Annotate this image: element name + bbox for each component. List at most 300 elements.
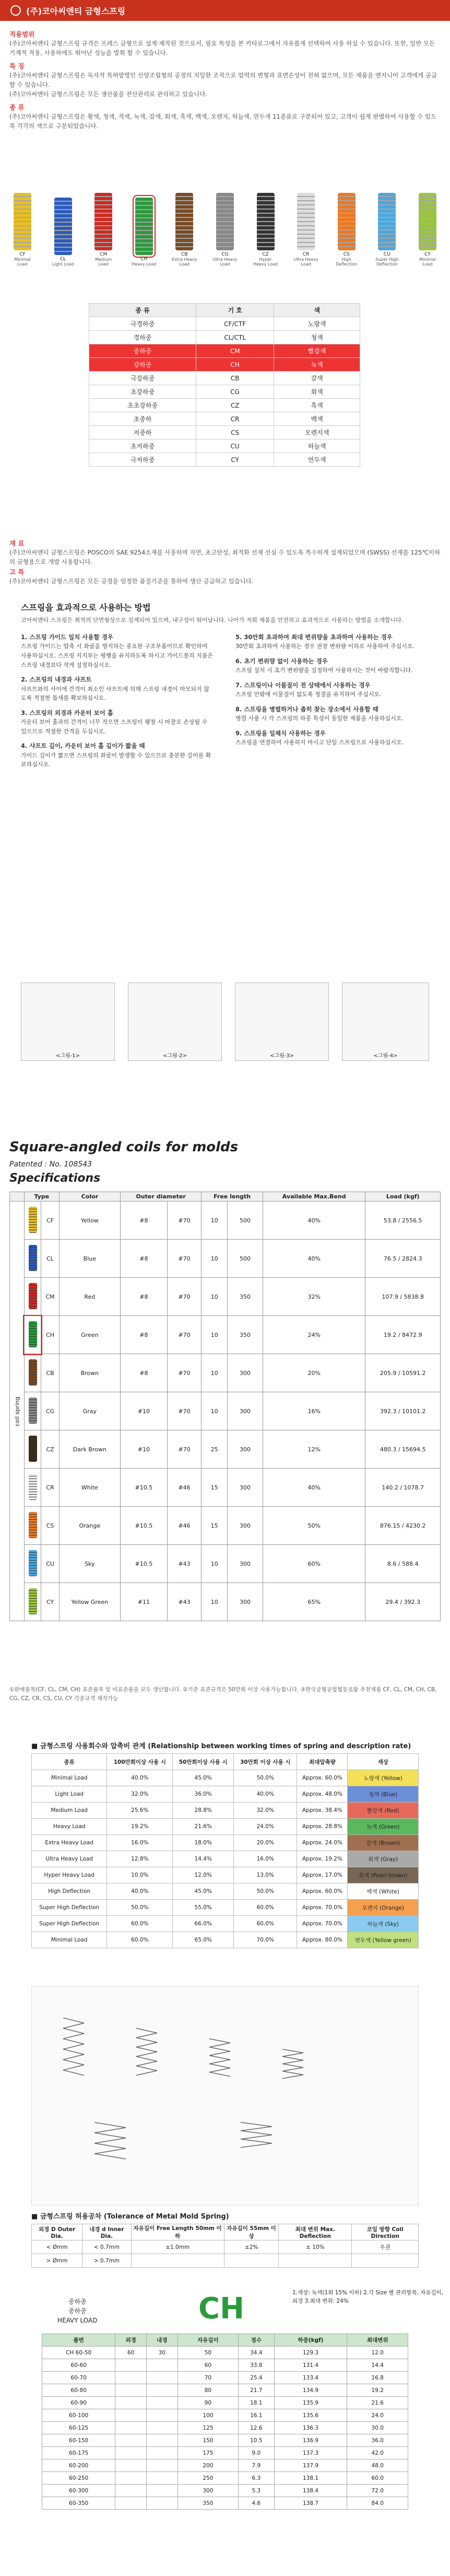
life-cell: 50.0%	[234, 1884, 297, 1900]
ch-cell	[146, 2397, 177, 2409]
ch-cell: 125	[177, 2422, 239, 2434]
tol-cell	[352, 2254, 419, 2268]
type-table-cell: 강하중	[89, 358, 196, 372]
spec-coil-icon	[29, 1397, 37, 1424]
spec-coil-icon	[29, 1321, 37, 1347]
spring-lineup	[9, 188, 441, 267]
ch-cell	[115, 2397, 147, 2409]
ch-cell: 60-100	[42, 2409, 115, 2422]
spring-coil-icon	[135, 198, 153, 255]
title-banner	[0, 0, 450, 21]
ch-label-kr2: 중하중	[68, 2307, 87, 2315]
howto-item-title: 6. 초기 변위량 없이 사용하는 경우	[235, 657, 328, 665]
life-cell: 66.0%	[173, 1916, 234, 1932]
life-cell: 45.0%	[173, 1770, 234, 1786]
spring-code: CB	[181, 252, 188, 257]
tol-header-cell: 자유길이 Free Length 50mm 이하	[131, 2224, 224, 2240]
ch-cell: 33.8	[239, 2359, 274, 2372]
spec-od-max: #43	[167, 1583, 202, 1621]
ch-cell	[146, 2447, 177, 2459]
spring-name: High Deflection	[336, 257, 358, 267]
type-table-row	[89, 385, 360, 399]
type-table-cell: CG	[196, 385, 274, 399]
tol-cell	[279, 2254, 352, 2268]
life-cell: 16.0%	[234, 1851, 297, 1867]
spec-od-min: #10	[120, 1430, 167, 1469]
spec-coil-icon	[29, 1207, 37, 1233]
ch-cell: 16.1	[239, 2409, 274, 2422]
tol-cell: < Ømm	[32, 2240, 82, 2254]
spec-load: 876.15 / 4230.2	[365, 1507, 441, 1545]
ch-cell	[146, 2472, 177, 2485]
spec-od-min: #8	[120, 1240, 167, 1278]
life-cell: Approx. 80.0%	[297, 1932, 348, 1948]
ch-cell: 50	[177, 2347, 239, 2359]
ch-cell: 18.1	[239, 2397, 274, 2409]
spec-coil-cell	[24, 1507, 41, 1545]
tol-header-cell: 코일 방향 Coil Direction	[352, 2224, 419, 2240]
ch-header	[42, 2334, 408, 2347]
life-cell: 40.0%	[234, 1786, 297, 1803]
spec-od-max: #46	[167, 1507, 202, 1545]
ch-header-cell: 최대변위	[347, 2334, 408, 2347]
life-cell: Minimal Load	[32, 1932, 107, 1948]
quality-heading: 고 특	[9, 568, 25, 576]
ch-cell	[115, 2485, 147, 2497]
ch-cell: 60-175	[42, 2447, 115, 2459]
ch-cell: 60	[115, 2347, 147, 2359]
life-cell: 21.6%	[173, 1819, 234, 1835]
spec-header-cell: Free length	[202, 1192, 263, 1202]
ch-cell: 131.4	[274, 2359, 347, 2372]
ch-header-cell: 정수	[239, 2334, 274, 2347]
spring-coil-icon	[257, 193, 275, 250]
howto-right-column	[235, 627, 429, 769]
spec-color: Orange	[59, 1507, 120, 1545]
tol-cell: < 0.7mm	[82, 2240, 131, 2254]
ch-cell: 150	[177, 2434, 239, 2447]
life-cell: 60.0%	[107, 1932, 173, 1948]
spring-name: Ultra Heavy Load	[293, 257, 318, 267]
life-cell: Heavy Load	[32, 1819, 107, 1835]
spec-coil-cell	[24, 1583, 41, 1621]
type-table-cell: CR	[196, 412, 274, 426]
spec-coil-icon	[29, 1588, 37, 1614]
ch-cell: 9.0	[239, 2447, 274, 2459]
ch-cell	[115, 2434, 147, 2447]
spec-coil-icon	[29, 1512, 37, 1538]
spring-name: Super High Deflection	[375, 257, 399, 267]
spec-bend: 16%	[263, 1392, 365, 1430]
spring-code: CY	[424, 252, 431, 257]
spec-type: CR	[41, 1469, 59, 1507]
spring-coil-icon	[175, 193, 193, 250]
spec-type: CS	[41, 1507, 59, 1545]
ch-cell: 60.0	[347, 2472, 408, 2485]
ch-cell: 16.8	[347, 2372, 408, 2384]
ch-cell: 36.0	[347, 2434, 408, 2447]
type-table-row	[89, 358, 360, 372]
ch-cell	[115, 2447, 147, 2459]
figure-3	[235, 983, 329, 1061]
ch-cell: 129.3	[274, 2347, 347, 2359]
spec-type: CF	[41, 1202, 59, 1240]
howto-item-text: 스프링 설치 시 초기 변위량을 설정하여 사용하시는 것이 바람직합니다.	[235, 667, 413, 674]
spec-fl-min: 10	[202, 1202, 228, 1240]
ch-header-cell: 하중(kgf)	[274, 2334, 347, 2347]
spec-fl-max: 300	[227, 1354, 263, 1392]
spec-bend: 60%	[263, 1545, 365, 1583]
ch-row	[42, 2359, 408, 2372]
type-table-cell: 극강하중	[89, 372, 196, 385]
life-cell: 오렌지 (Orange)	[348, 1900, 419, 1916]
ch-cell: 138.7	[274, 2497, 347, 2510]
ch-cell: 135.9	[274, 2397, 347, 2409]
type-table-row	[89, 317, 360, 331]
spec-load: 19.2 / 8472.9	[365, 1316, 441, 1354]
spec-fl-min: 10	[202, 1316, 228, 1354]
spec-header-cell: Available Max.Bend	[263, 1192, 365, 1202]
spec-bend: 40%	[263, 1202, 365, 1240]
ch-cell: 60-250	[42, 2472, 115, 2485]
life-row	[32, 1867, 419, 1884]
spec-coil-icon	[29, 1474, 37, 1500]
spec-color: Yellow Green	[59, 1583, 120, 1621]
type-table-cell: 오렌지색	[274, 426, 360, 440]
spec-od-max: #70	[167, 1240, 202, 1278]
spec-od-min: #8	[120, 1202, 167, 1240]
life-cell: Approx. 48.0%	[297, 1786, 348, 1803]
life-cell: 청색 (Blue)	[348, 1786, 419, 1803]
howto-item-title: 8. 스프링을 병렬하거나 좁히 찾는 장소에서 사용할 때	[235, 705, 378, 713]
ch-label-kr: 중하중	[68, 2298, 87, 2305]
type-table-cell: 청색	[274, 331, 360, 344]
spring-coil-icon	[419, 193, 436, 250]
ch-row	[42, 2497, 408, 2510]
spec-row	[10, 1392, 441, 1430]
spec-od-min: #10.5	[120, 1545, 167, 1583]
howto-title: 스프링을 효과적으로 사용하는 방법	[21, 603, 151, 613]
ch-cell	[115, 2497, 147, 2510]
tolerance-table	[31, 2224, 419, 2268]
life-cell: 55.0%	[173, 1900, 234, 1916]
ch-cell: 300	[177, 2485, 239, 2497]
spec-color: Dark Brown	[59, 1430, 120, 1469]
tol-cell: ± 10%	[279, 2240, 352, 2254]
spec-type: CB	[41, 1354, 59, 1392]
type-table-cell: CL/CTL	[196, 331, 274, 344]
spec-type: CZ	[41, 1430, 59, 1469]
spec-bend: 24%	[263, 1316, 365, 1354]
life-cell: 50.0%	[234, 1770, 297, 1786]
spec-od-min: #8	[120, 1278, 167, 1316]
life-header-cell: 종류	[32, 1754, 107, 1770]
spec-od-max: #70	[167, 1278, 202, 1316]
type-table-header-cell: 기 호	[196, 304, 274, 317]
ch-cell: 60-300	[42, 2485, 115, 2497]
spring-coil-icon	[94, 193, 112, 250]
spec-fl-max: 350	[227, 1316, 263, 1354]
spec-header-cell: Type	[24, 1192, 59, 1202]
spring-item	[212, 193, 238, 267]
life-cell: 14.4%	[173, 1851, 234, 1867]
life-cell: Approx. 70.0%	[297, 1916, 348, 1932]
life-cell: 60.0%	[107, 1916, 173, 1932]
spec-coil-icon	[29, 1245, 37, 1271]
ch-cell: 80	[177, 2384, 239, 2397]
ch-cell	[115, 2472, 147, 2485]
spec-fl-max: 350	[227, 1278, 263, 1316]
spec-coil-cell	[24, 1240, 41, 1278]
life-cell: 32.0%	[234, 1803, 297, 1819]
ch-cell	[146, 2359, 177, 2372]
life-header	[32, 1754, 419, 1770]
tol-row	[32, 2254, 419, 2268]
spec-bend: 50%	[263, 1507, 365, 1545]
ch-cell	[115, 2459, 147, 2472]
tol-header-cell: 외경 D Outer Dia.	[32, 2224, 82, 2240]
types-heading: 종 류	[9, 103, 25, 111]
spec-coil-cell	[24, 1202, 41, 1240]
spring-code: CM	[100, 252, 108, 257]
ch-cell	[146, 2409, 177, 2422]
type-table-cell: 극경하중	[89, 317, 196, 331]
spec-fl-min: 10	[202, 1392, 228, 1430]
spec-footnote: ①판매품목(CF, CL, CM, CH) 표준품목 및 비표준품을 모두 생산합니다. ②기준 표준규격은 50만회 이상 사용가능합니다. ③한국금형공업협동조합 추천제품 CF, CL, CM, CH, CB, CG, CZ, CR, CS, CU, CY 각종규격 제작가능	[9, 1686, 437, 1702]
spec-load: 140.2 / 1078.7	[365, 1469, 441, 1507]
life-cell: Extra Heavy Load	[32, 1835, 107, 1851]
tol-cell: > Ømm	[32, 2254, 82, 2268]
spec-row	[10, 1545, 441, 1583]
spec-row	[10, 1430, 441, 1469]
tol-cell: ±2%	[224, 2240, 279, 2254]
type-table-cell: 저중하	[89, 426, 196, 440]
life-cell: 12.8%	[107, 1851, 173, 1867]
life-cell: 40.0%	[107, 1884, 173, 1900]
spring-item	[415, 193, 441, 267]
ch-cell: 7.9	[239, 2459, 274, 2472]
howto-item-title: 5. 30만회 초과하여 최대 변위량을 초과하여 사용하는 경우	[235, 633, 393, 641]
spec-fl-min: 10	[202, 1545, 228, 1583]
ch-cell: 70	[177, 2372, 239, 2384]
type-table-row	[89, 412, 360, 426]
ch-cell	[146, 2372, 177, 2384]
life-row	[32, 1819, 419, 1835]
spec-coil-cell	[24, 1469, 41, 1507]
types-text: (주)코아씨앤티 금형스프링은 황색, 청색, 적색, 녹색, 갈색, 회색, 흑색, 백색, 오렌지, 하늘색, 연두색 11종류로 구분되어 있고, 고객이 쉽게 판별하여 사용할 수 있도록 각각의 색으로 구분되었습니다.	[9, 113, 437, 130]
ch-cell: 24.0	[347, 2409, 408, 2422]
spec-fl-min: 25	[202, 1430, 228, 1469]
life-cell: Approx. 60.0%	[297, 1884, 348, 1900]
spring-coil-icon	[338, 193, 356, 250]
howto-item-text: 병렬 사용 시 각 스프링의 하중 특성이 동일한 제품을 사용하십시오.	[235, 715, 404, 722]
spec-load: 8.6 / 588.4	[365, 1545, 441, 1583]
ch-cell: 60-80	[42, 2384, 115, 2397]
life-table	[31, 1753, 419, 1948]
ch-row	[42, 2434, 408, 2447]
type-table-row	[89, 453, 360, 467]
howto-item-title: 3. 스프링의 외경과 카운터 보어 홀	[21, 709, 113, 717]
howto-item-text: 30만회 초과하여 사용하는 경우 권장 변위량 이하로 사용하여 주십시오.	[235, 643, 415, 650]
spec-coil-cell	[24, 1278, 41, 1316]
life-cell: 노랑색 (Yellow)	[348, 1770, 419, 1786]
intro-section	[9, 26, 441, 131]
spring-name: Extra Heavy Load	[171, 257, 197, 267]
life-cell: Approx. 19.2%	[297, 1851, 348, 1867]
quality-text: (주)코아씨앤티 금형스프링은 모든 공정을 엄정한 품질기준을 통하여 생산 공급하고 있습니다.	[9, 577, 254, 585]
ch-cell	[146, 2459, 177, 2472]
spring-name: Light Load	[52, 262, 74, 267]
howto-left-column	[21, 627, 215, 769]
life-cell: 13.0%	[234, 1867, 297, 1884]
spec-coil-cell	[24, 1545, 41, 1583]
ch-cell	[146, 2384, 177, 2397]
life-cell: 20.0%	[234, 1835, 297, 1851]
spec-type: CU	[41, 1545, 59, 1583]
life-header-cell: 30만회 이상 사용 시	[234, 1754, 297, 1770]
ch-cell	[115, 2422, 147, 2434]
howto-item-title: 4. 샤프트 길이, 카운터 보어 홀 깊이가 짧을 때	[21, 742, 145, 750]
life-cell: Approx. 60.0%	[297, 1770, 348, 1786]
type-table-cell: CF/CTF	[196, 317, 274, 331]
life-cell: 백색 (White)	[348, 1884, 419, 1900]
spec-fl-max: 500	[227, 1240, 263, 1278]
life-cell: 회색 (Gray)	[348, 1851, 419, 1867]
spring-item	[334, 193, 360, 267]
ch-cell: 19.2	[347, 2384, 408, 2397]
spec-coil-icon	[29, 1283, 37, 1309]
life-row	[32, 1803, 419, 1819]
spring-coil-icon	[54, 198, 72, 255]
type-table-cell: 하늘색	[274, 440, 360, 453]
figure-1	[21, 983, 115, 1061]
spec-coil-icon	[29, 1550, 37, 1576]
ch-cell: 72.0	[347, 2485, 408, 2497]
spec-color: Sky	[59, 1545, 120, 1583]
spec-table	[9, 1192, 441, 1621]
spec-fl-min: 10	[202, 1278, 228, 1316]
life-cell: 녹색 (Green)	[348, 1819, 419, 1835]
spring-code: CZ	[262, 252, 269, 257]
life-cell: 갈색 (Brown)	[348, 1835, 419, 1851]
spec-load: 53.8 / 2556.5	[365, 1202, 441, 1240]
ch-cell: 60-125	[42, 2422, 115, 2434]
life-row	[32, 1932, 419, 1948]
spring-item	[374, 193, 400, 267]
howto-item-title: 2. 스프링의 내경과 샤프트	[21, 676, 92, 684]
spring-item	[90, 193, 116, 267]
spring-item	[171, 193, 197, 267]
type-table-cell: 연두색	[274, 453, 360, 467]
tol-row	[32, 2240, 419, 2254]
ch-cell: 10.5	[239, 2434, 274, 2447]
life-cell: Super High Deflection	[32, 1900, 107, 1916]
ch-cell: 136.3	[274, 2422, 347, 2434]
type-table-cell: 노랑색	[274, 317, 360, 331]
spring-code: CU	[383, 252, 390, 257]
scope-heading: 적용범위	[9, 30, 35, 38]
life-cell: 19.2%	[107, 1819, 173, 1835]
spec-coil-cell	[24, 1430, 41, 1469]
spec-fl-max: 500	[227, 1202, 263, 1240]
spec-bend: 32%	[263, 1278, 365, 1316]
feature-text-1: (주)코아씨앤티 금형스프링은 독자적 특허발명인 신양조립형의 공정의 치밀한 조직으로 압력의 변형과 표면손상이 전혀 없으며, 모든 제품을 엔지니어 고객에게 공급할 수 있습니다.	[9, 72, 437, 89]
life-cell: 36.0%	[173, 1786, 234, 1803]
spec-od-max: #70	[167, 1430, 202, 1469]
life-row	[32, 1835, 419, 1851]
tol-cell: > 0.7mm	[82, 2254, 131, 2268]
ch-cell: 6.3	[239, 2472, 274, 2485]
ch-row	[42, 2472, 408, 2485]
spec-od-max: #70	[167, 1354, 202, 1392]
ch-cell: 137.9	[274, 2459, 347, 2472]
spec-bend: 65%	[263, 1583, 365, 1621]
type-table-header-cell: 종 류	[89, 304, 196, 317]
howto-item-text: 스프링을 연결하여 사용하지 마시고 단일 스프링으로 사용하십시오.	[235, 739, 404, 746]
spring-name: Minimal Load	[419, 257, 436, 267]
spec-row	[10, 1240, 441, 1278]
howto-item-text: 카운터 보어 홀과의 간격이 너무 작으면 스프링이 팽창 시 마찰로 손상될 수 있으므로 적절한 간격을 두십시오.	[21, 719, 208, 735]
spring-item	[50, 198, 76, 267]
life-row	[32, 1786, 419, 1803]
spring-item	[9, 193, 35, 267]
spec-fl-max: 300	[227, 1469, 263, 1507]
type-table-cell: CY	[196, 453, 274, 467]
figure-2	[128, 983, 222, 1061]
life-cell: Ultra Heavy Load	[32, 1851, 107, 1867]
type-table-cell: 녹색	[274, 358, 360, 372]
life-cell: 하늘색 (Sky)	[348, 1916, 419, 1932]
material-text: (주)코아씨앤티 금형스프링은 POSCO의 SAE 9254소재를 사용하며 자연, 초고탄성, 최적화 선재 선심 수 있도록 특수하게 설계되었으며 (SWSS) 선재를 125℃이하의 금형용으로 개발 사용합니다.	[9, 549, 441, 566]
spec-od-max: #70	[167, 1202, 202, 1240]
spec-fl-max: 300	[227, 1392, 263, 1430]
ch-cell: 60	[177, 2359, 239, 2372]
spring-deflection-diagram	[31, 1986, 419, 2205]
ch-code: CH	[198, 2292, 244, 2326]
ch-row	[42, 2409, 408, 2422]
spec-type: CY	[41, 1583, 59, 1621]
spec-side-label: coil spring	[10, 1202, 25, 1621]
ch-cell	[115, 2384, 147, 2397]
life-cell: 18.0%	[173, 1835, 234, 1851]
howto-item-text: 스프링 안팎에 이물질이 없도록 청결을 유지하여 주십시오.	[235, 691, 382, 698]
ch-cell: 138.1	[274, 2472, 347, 2485]
type-table-row	[89, 426, 360, 440]
ch-cell: 135.6	[274, 2409, 347, 2422]
ch-cell	[146, 2497, 177, 2510]
spec-type: CL	[41, 1240, 59, 1278]
life-header-cell: 50만회이상 사용 시	[173, 1754, 234, 1770]
ch-cell: 5.3	[239, 2485, 274, 2497]
life-row	[32, 1900, 419, 1916]
spec-color: Gray	[59, 1392, 120, 1430]
spec-fl-min: 10	[202, 1240, 228, 1278]
howto-columns	[21, 627, 429, 769]
life-header-cell: 최대압축량	[297, 1754, 348, 1770]
type-table-cell: CZ	[196, 399, 274, 412]
spring-name: Medium Load	[95, 257, 112, 267]
spec-od-min: #8	[120, 1316, 167, 1354]
spec-od-min: #11	[120, 1583, 167, 1621]
ch-cell: 250	[177, 2472, 239, 2485]
spec-fl-min: 15	[202, 1507, 228, 1545]
ch-cell: 60-90	[42, 2397, 115, 2409]
material-section	[9, 538, 441, 586]
tol-cell	[224, 2254, 279, 2268]
type-table-cell: 중하중	[89, 344, 196, 358]
spring-item	[253, 193, 279, 267]
spring-name: Heavy Load	[132, 262, 157, 267]
